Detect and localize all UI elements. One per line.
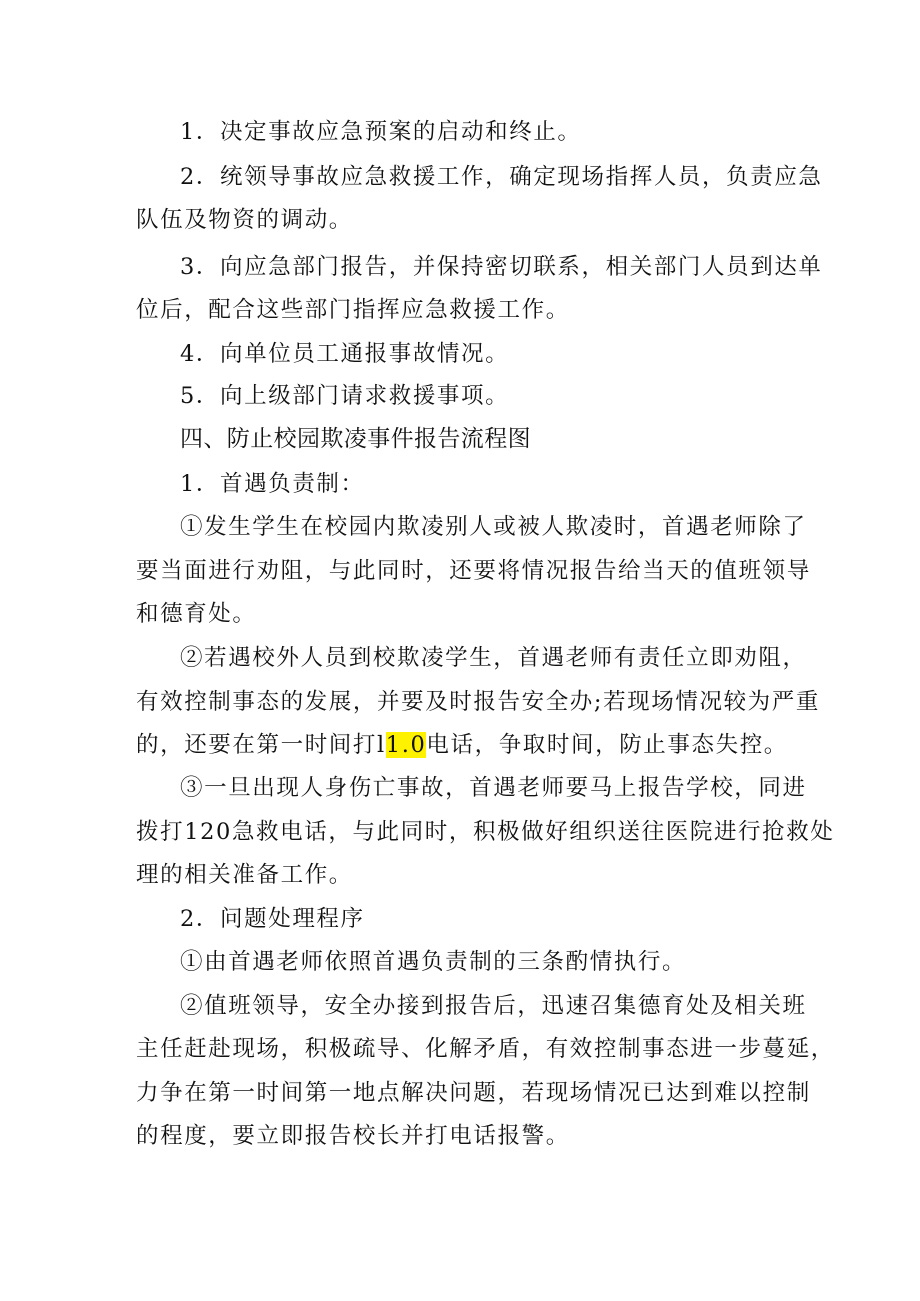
- paragraph-3-line-1: ③一旦出现人身伤亡事故，首遇老师要马上报告学校，同进: [180, 775, 807, 801]
- procedure-line-5: 的程度，要立即报告校长并打电话报警。: [136, 1123, 570, 1149]
- list-item-3-line-1: 3．向应急部门报告，并保持密切联系，相关部门人员到达单: [180, 254, 823, 280]
- subsection-heading-2: 2．问题处理程序: [180, 906, 365, 932]
- paragraph-2-line-3: [136, 729, 796, 761]
- list-item-5: 5．向上级部门请求救援事项。: [180, 383, 510, 409]
- subsection-heading-1: 1．首遇负责制：: [180, 471, 365, 497]
- procedure-line-1: ①由首遇老师依照首遇负责制的三条酌情执行。: [180, 949, 687, 975]
- procedure-line-3: 主任赶赴现场，积极疏导、化解矛盾，有效控制事态进一步蔓延，: [136, 1036, 835, 1062]
- paragraph-2-line-1: ②若遇校外人员到校欺凌学生，首遇老师有责任立即劝阻，: [180, 645, 807, 671]
- list-item-2-line-1: 2．统领导事故应急救援工作，确定现场指挥人员，负责应急: [180, 164, 823, 190]
- paragraph-2-line-2: 有效控制事态的发展，并要及时报告安全办;若现场情况较为严重: [136, 689, 820, 715]
- list-item-4: 4．向单位员工通报事故情况。: [180, 341, 510, 367]
- paragraph-2-line-3-after: 电话，争取时间，防止事态失控。: [426, 732, 788, 758]
- paragraph-1-line-3: 和德育处。: [136, 601, 257, 627]
- list-item-1: 1．决定事故应急预案的启动和终止。: [180, 119, 582, 145]
- section-heading: 四、防止校园欺凌事件报告流程图: [180, 426, 531, 452]
- highlighted-number: 1.0: [385, 732, 427, 758]
- paragraph-1-line-2: 要当面进行劝阻，与此同时，还要将情况报告给当天的值班领导: [136, 558, 811, 584]
- procedure-line-2: ②值班领导，安全办接到报告后，迅速召集德育处及相关班: [180, 993, 807, 1019]
- list-item-2-line-2: 队伍及物资的调动。: [136, 207, 353, 233]
- procedure-line-4: 力争在第一时间第一地点解决问题，若现场情况已达到难以控制: [136, 1080, 811, 1106]
- paragraph-2-line-3-before: 的，还要在第一时间打l: [136, 732, 386, 758]
- paragraph-1-line-1: ①发生学生在校园内欺凌别人或被人欺凌时，首遇老师除了: [180, 514, 807, 540]
- paragraph-3-line-2: 拨打120急救电话，与此同时，积极做好组织送往医院进行抢救处: [136, 819, 835, 845]
- paragraph-3-line-3: 理的相关准备工作。: [136, 862, 353, 888]
- list-item-3-line-2: 位后，配合这些部门指挥应急救援工作。: [136, 297, 570, 323]
